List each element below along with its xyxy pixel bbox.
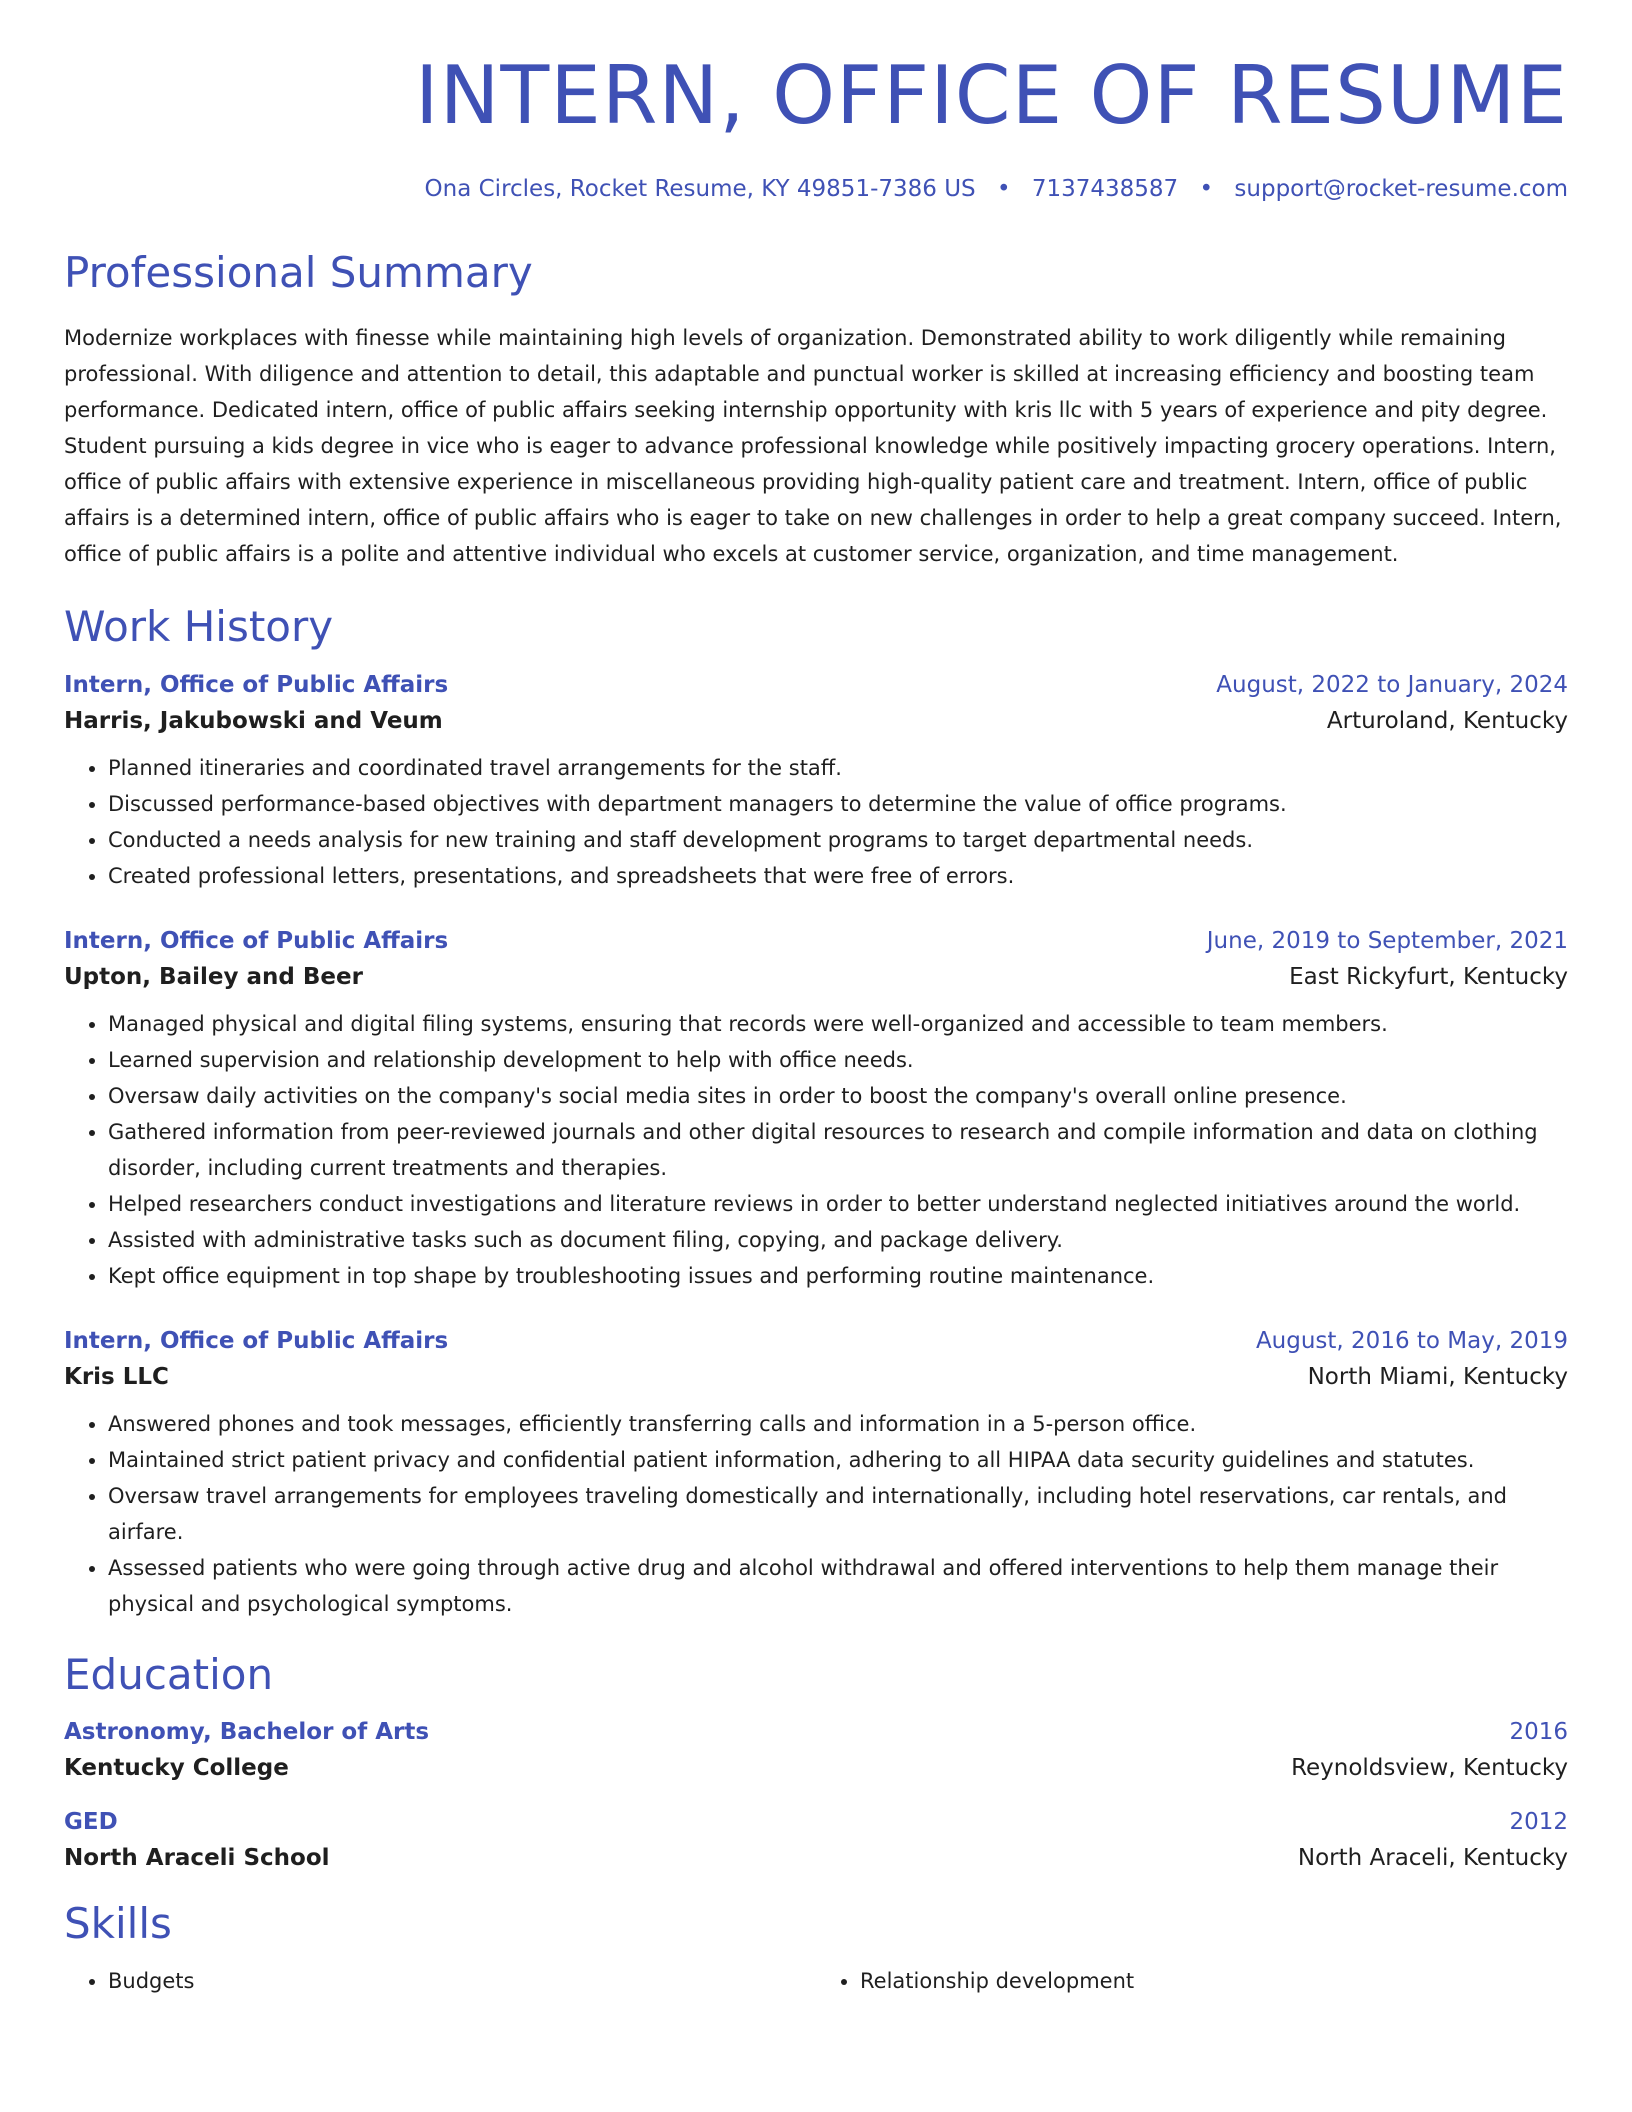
- skills-heading: Skills: [64, 1898, 172, 1948]
- job-duties-list: [64, 1006, 1568, 1294]
- job-duty: • Kept office equipment in top shape by troubleshooting issues and performing routine maintenance.: [108, 1258, 1568, 1294]
- job-title: Intern, Office of Public Affairs: [64, 1328, 449, 1355]
- job-dates: August, 2016 to May, 2019: [1255, 1328, 1568, 1355]
- job-duty: • Oversaw travel arrangements for employees traveling domestically and internationally, including hotel reservations, car rentals, and airfare.: [108, 1478, 1568, 1550]
- job-duty: • Maintained strict patient privacy and confidential patient information, adhering to all HIPAA data security guidelines and statutes.: [108, 1442, 1568, 1478]
- job-duty: • Gathered information from peer-reviewed journals and other digital resources to research and compile information and data on clothing disorder, including current treatments and therapies.: [108, 1114, 1568, 1186]
- contact-phone: 7137438587: [1031, 176, 1179, 202]
- job-title: Intern, Office of Public Affairs: [64, 928, 449, 955]
- education-degree: GED: [64, 1808, 118, 1835]
- job-title: Intern, Office of Public Affairs: [64, 672, 449, 699]
- education-school: Kentucky College: [64, 1754, 289, 1781]
- job-duty: • Managed physical and digital filing systems, ensuring that records were well-organized and accessible to team members.: [108, 1006, 1568, 1042]
- job-company: Upton, Bailey and Beer: [64, 964, 363, 991]
- skill-item: • Budgets: [108, 1963, 816, 1999]
- job-duty: • Oversaw daily activities on the company's social media sites in order to boost the company's overall online presence.: [108, 1078, 1568, 1114]
- education-degree: Astronomy, Bachelor of Arts: [64, 1718, 430, 1745]
- education-heading: Education: [64, 1650, 274, 1700]
- education-entry: [64, 1809, 1568, 1871]
- skills-column-right: [816, 1963, 1568, 1999]
- skills-column-left: [64, 1963, 816, 1999]
- education-entry: [64, 1719, 1568, 1781]
- skills-grid: [64, 1963, 1568, 1999]
- job-company: Harris, Jakubowski and Veum: [64, 708, 443, 735]
- job-duty: • Planned itineraries and coordinated travel arrangements for the staff.: [108, 750, 1568, 786]
- education-year: 2016: [1509, 1718, 1568, 1745]
- summary-text: Modernize workplaces with finesse while maintaining high levels of organization. Demonstrated ability to work diligently while remaining professional. With diligence and attention to detail, this adaptable and punctual worker is skilled at increasing efficiency and boosting team performance. Dedicated intern, office of public affairs seeking internship opportunity with kris llc with 5 years of experience and pity degree. Student pursuing a kids degree in vice who is eager to advance professional knowledge while positively impacting grocery operations. Intern, office of public affairs with extensive experience in miscellaneous providing high-quality patient care and treatment. Intern, office of public affairs is a determined intern, office of public affairs who is eager to take on new challenges in order to help a great company succeed. Intern, office of public affairs is a polite and attentive individual who excels at customer service, organization, and time management.: [64, 326, 1562, 567]
- contact-email: support@rocket-resume.com: [1234, 176, 1568, 202]
- job-duty: • Answered phones and took messages, efficiently transferring calls and information in a 5-person office.: [108, 1406, 1568, 1442]
- contact-line: [64, 176, 1568, 202]
- job-duty: • Helped researchers conduct investigations and literature reviews in order to better understand neglected initiatives around the world.: [108, 1186, 1568, 1222]
- job-duty: • Discussed performance-based objectives with department managers to determine the value of office programs.: [108, 786, 1568, 822]
- work-history-heading: Work History: [64, 602, 334, 652]
- job-duty: • Learned supervision and relationship development to help with office needs.: [108, 1042, 1568, 1078]
- skill-item: • Relationship development: [860, 1963, 1568, 1999]
- job-entry: [64, 928, 1568, 1294]
- job-location: Arturoland, Kentucky: [1326, 708, 1568, 735]
- job-duty: • Assessed patients who were going through active drug and alcohol withdrawal and offered interventions to help them manage their physical and psychological symptoms.: [108, 1550, 1568, 1622]
- job-company: Kris LLC: [64, 1364, 169, 1391]
- job-location: East Rickyfurt, Kentucky: [1289, 964, 1568, 991]
- job-duty: • Conducted a needs analysis for new training and staff development programs to target departmental needs.: [108, 822, 1568, 858]
- job-duty: • Assisted with administrative tasks such as document filing, copying, and package delivery.: [108, 1222, 1568, 1258]
- contact-separator: •: [996, 176, 1011, 202]
- summary-heading: Professional Summary: [64, 248, 533, 297]
- job-dates: August, 2022 to January, 2024: [1216, 672, 1568, 699]
- candidate-name: INTERN, OFFICE OF RESUME: [414, 49, 1568, 142]
- job-entry: [64, 1328, 1568, 1622]
- contact-address: Ona Circles, Rocket Resume, KY 49851-7386 US: [424, 176, 976, 202]
- education-location: Reynoldsview, Kentucky: [1291, 1754, 1568, 1781]
- job-dates: June, 2019 to September, 2021: [1206, 928, 1568, 955]
- education-location: North Araceli, Kentucky: [1297, 1844, 1568, 1871]
- contact-separator: •: [1199, 176, 1214, 202]
- job-duties-list: [64, 750, 1568, 894]
- job-location: North Miami, Kentucky: [1307, 1364, 1568, 1391]
- education-year: 2012: [1509, 1808, 1568, 1835]
- job-duties-list: [64, 1406, 1568, 1622]
- education-school: North Araceli School: [64, 1844, 330, 1871]
- job-duty: • Created professional letters, presentations, and spreadsheets that were free of errors.: [108, 858, 1568, 894]
- job-entry: [64, 672, 1568, 894]
